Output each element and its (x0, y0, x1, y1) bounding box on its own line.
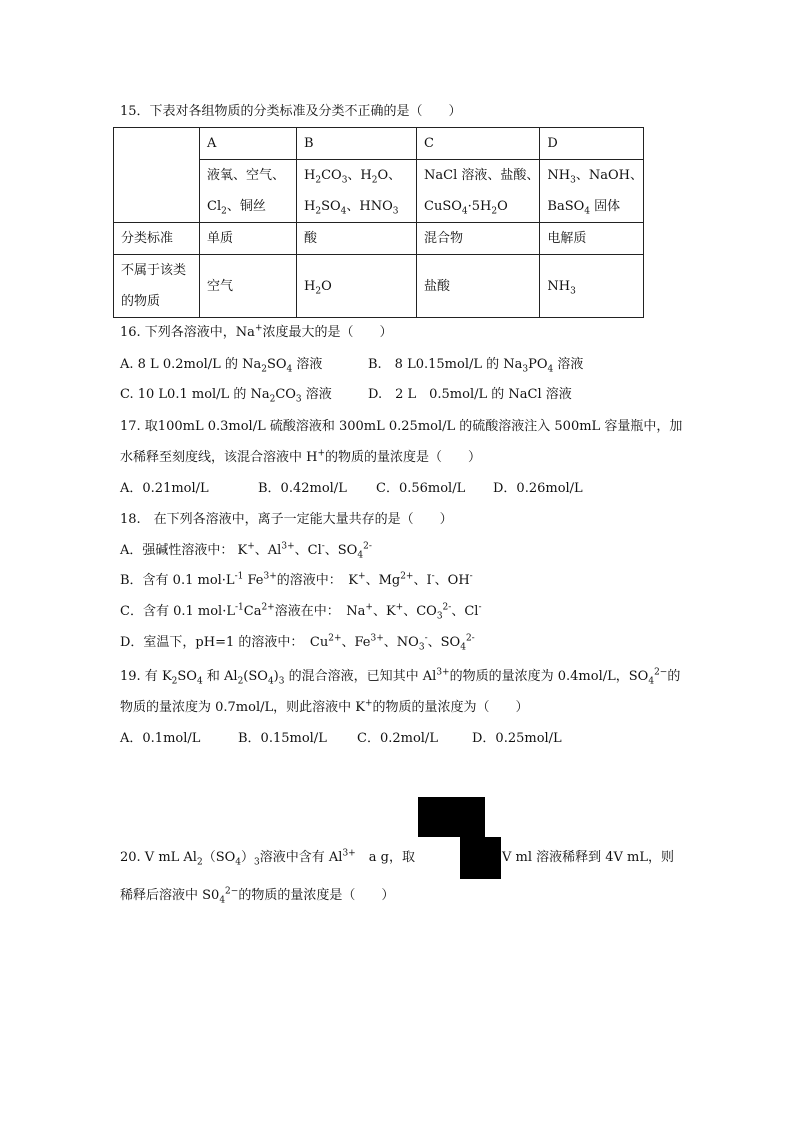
not-belong-b: $H_2O$ (297, 255, 417, 318)
not-belong-a: 空气 (200, 255, 297, 318)
q16-stem: 16. 下列各溶液中，Na+浓度最大的是（ ） (120, 323, 393, 340)
q18-option-c: C．含有 0.1 $mol\cdot L^{-1}Ca^{2+}$溶液在中： Na+、K+、$CO_3^{2-}$、Cl- (120, 602, 482, 622)
q20-line1: 20. V mL $Al_2(SO_4)_3$溶液中含有 $Al^{3+}$ a g，取 (120, 848, 415, 868)
header-a: A (200, 128, 297, 160)
q18-option-b: B．含有 0.1 $mol\cdot L^{-1}$ $Fe^{3+}$的溶液中： K+、$Mg^{2+}$、I-、OH- (120, 571, 473, 588)
q15-stem: 15．下表对各组物质的分类标准及分类不正确的是（ ） (120, 104, 462, 119)
q18-option-d: D．室温下，pH=1 的溶液中： $Cu^{2+}$、$Fe^{3+}$、$NO_3^-$、$SO_4^{2-}$ (120, 633, 475, 653)
classification-table (113, 127, 644, 318)
q16-options-ab: A. 8 L 0.2mol/L 的 $Na_2SO_4$ 溶液 B. 8 L0.15mol/L 的 $Na_3PO_4$ 溶液 (120, 357, 584, 375)
standard-a: 单质 (200, 223, 297, 255)
group-b-substances: $H_2CO_3$、$H_2O$、 $H_2SO_4$、$HNO_3$ (297, 160, 417, 223)
q20-line2: 稀释后溶液中 $S0_4^{2-}$的物质的量浓度是（ ） (120, 886, 395, 906)
header-d: D (540, 128, 644, 160)
q18-stem: 18. 在下列各溶液中，离子一定能大量共存的是（ ） (120, 512, 453, 527)
standard-b: 酸 (297, 223, 417, 255)
row-label-not-belong: 不属于该类 的物质 (114, 255, 200, 318)
q19-options: A．0.1mol/L B．0.15mol/L C．0.2mol/L D．0.25mol/L (120, 731, 562, 746)
group-d-substances: $NH_3$、NaOH、 BaSO$_4$ 固体 (540, 160, 644, 223)
redacted-block-bottom (460, 837, 501, 879)
header-b: B (297, 128, 417, 160)
q17-line2: 水稀释至刻度线，该混合溶液中 H+的物质的量浓度是（ ） (120, 448, 482, 465)
standard-d: 电解质 (540, 223, 644, 255)
header-c: C (417, 128, 540, 160)
q19-line1: 19. 有 $K_2SO_4$ 和 $Al_2(SO_4)_3$ 的混合溶液，已知其中 $Al^{3+}$的物质的量浓度为 0.4mol/L，$SO_4^{2-}$的 (120, 667, 681, 687)
standard-c: 混合物 (417, 223, 540, 255)
q17-options: A．0.21mol/L B．0.42mol/L C．0.56mol/L D．0.26mol/L (120, 481, 583, 496)
group-c-substances: NaCl 溶液、盐酸、 $CuSO_4\cdot 5H_2O$ (417, 160, 540, 223)
q18-option-a: A．强碱性溶液中： K+、$Al^{3+}$、Cl-、$SO_4^{2-}$ (120, 541, 372, 561)
q17-line1: 17. 取100mL 0.3mol/L 硫酸溶液和 300mL 0.25mol/L 的硫酸溶液注入 500mL 容量瓶中，加 (120, 419, 683, 434)
not-belong-d: $NH_3$ (540, 255, 644, 318)
q20-line1-tail: V ml 溶液稀释到 4V mL，则 (502, 850, 675, 865)
table-corner-cell (114, 128, 200, 223)
group-a-substances: 液氧、空气、 $Cl_2$、铜丝 (200, 160, 297, 223)
q16-options-cd: C. 10 L0.1 mol/L 的 $Na_2CO_3$ 溶液 D. 2 L 0.5mol/L 的 NaCl 溶液 (120, 387, 572, 405)
q19-line2: 物质的量浓度为 0.7mol/L，则此溶液中 K+的物质的量浓度为（ ） (120, 698, 529, 715)
not-belong-c: 盐酸 (417, 255, 540, 318)
row-label-standard: 分类标准 (114, 223, 200, 255)
redacted-block-top (418, 797, 485, 837)
